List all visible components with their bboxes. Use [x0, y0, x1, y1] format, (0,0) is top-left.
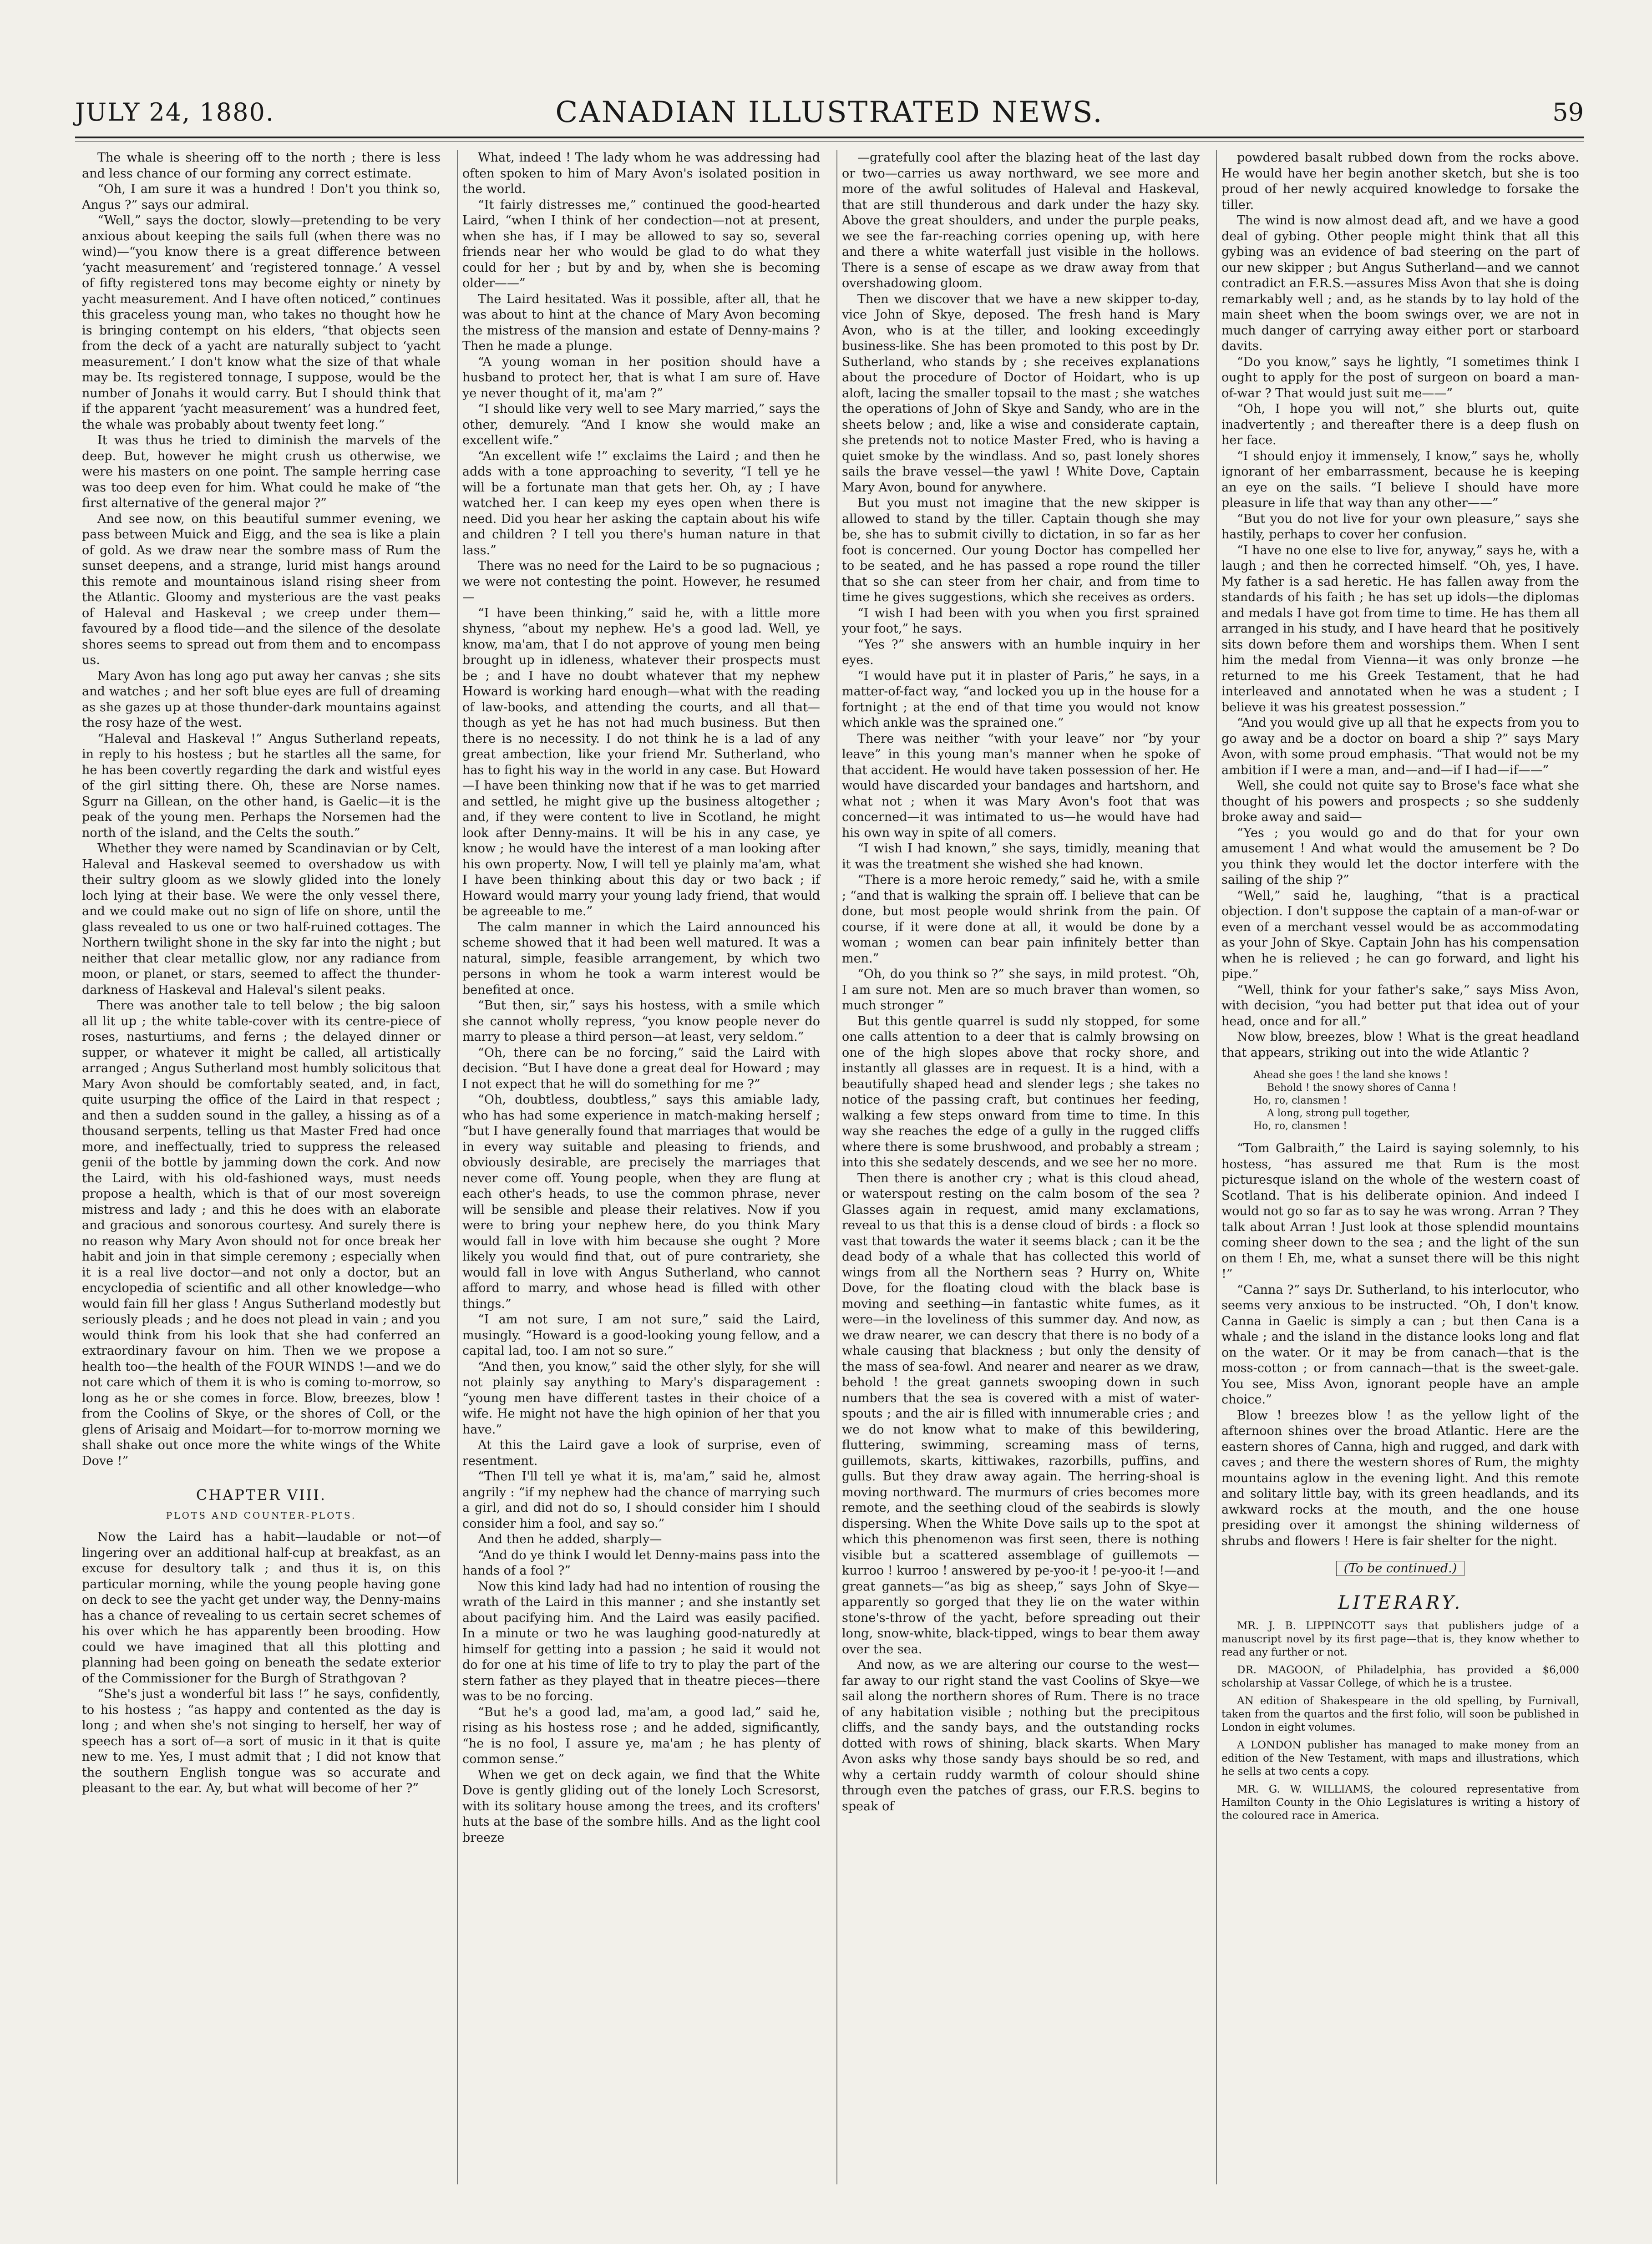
paragraph: “Yes ; you would go and do that for your own amusement ! And what would the amusement be ? Do you think they would let the doctor interfere with the sailing of the ship ?”: [1221, 826, 1579, 887]
to-be-continued: (To be continued.): [1221, 1561, 1579, 1577]
paragraph: It was thus he tried to diminish the marvels of the deep. But, however he might crush us otherwise, we were his masters on one point. The sample herring case was too deep even for him. What could he make of “the first alternative of the general major ?”: [82, 433, 441, 510]
paragraph: DR. MAGOON, of Philadelphia, has provided a $6,000 scholarship at Vassar College, of which he is a trustee.: [1221, 1664, 1579, 1689]
paragraph: “Oh, do you think so ?” she says, in mild protest. “Oh, I am sure not. Men are so much braver than women, so much stronger ”: [842, 967, 1200, 1013]
paragraph: “I would have put it in plaster of Paris,” he says, in a matter-of-fact way, “and locked you up in the house for a fortnight ; at the end of that time you would not know which ankle was the sprained one.”: [842, 669, 1200, 730]
paragraph: And now, as we are altering our course to the west—far away to our right stand the vast Coolins of Skye—we sail along the northern shores of Rum. There is no trace of any habitation visible ; nothing but the precipitous cliffs, and the sandy bays, and the outstanding rocks dotted with rows of shining, black skarts. When Mary Avon asks why those sandy bays should be so red, and why a certain ruddy warmth of colour should shine through even the patches of grass, our F.R.S. begins to speak of: [842, 1658, 1200, 1813]
column-4-paragraphs: [1221, 150, 1579, 1061]
verse-line: Ho, ro, clansmen !: [1253, 1120, 1347, 1132]
masthead: [75, 89, 1584, 143]
paragraph: “Well,” says the doctor, slowly—pretending to be very anxious about keeping the sails full (when there was no wind)—“you know there is a great difference between ‘yacht measurement’ and ‘registered tonnage.’ A vessel of fifty registered tons may become eighty or ninety by yacht measurement. And I have often noticed,” continues this graceless young man, who takes no thought how he is bringing contempt on his elders, “that objects seen from the deck of a yacht are naturally subject to ‘yacht measurement.’ I don't know what the size of that whale may be. Its registered tonnage, I suppose, would be the number of Jonahs it would carry. But I should think that if the apparent ‘yacht measurement’ was a hundred feet, the whale was probably about twenty feet long.”: [82, 213, 441, 432]
paragraph: Now blow, breezes, blow ! What is the great headland that appears, striking out into the wide Atlantic ?: [1221, 1030, 1579, 1060]
paragraph: The whale is sheering off to the north ; there is less and less chance of our forming any correct estimate.: [82, 151, 441, 181]
paragraph: Now this kind lady had had no intention of rousing the wrath of the Laird in this manner ; and she instantly set about pacifying him. And the Laird was easily pacified. In a minute or two he was laughing good-naturedly at himself for getting into a passion ; he said it would not do for one at his time of life to try to play the part of the stern father as they played that in theatre pieces—there was to be no forcing.: [462, 1579, 820, 1703]
issue-date: JULY 24, 1880.: [75, 98, 275, 127]
paragraph: A LONDON publisher has managed to make money from an edition of the New Testament, with maps and illustrations, which he sells at two cents a copy.: [1221, 1739, 1579, 1778]
paragraph: Mary Avon has long ago put away her canvas ; she sits and watches ; and her soft blue eyes are full of dreaming as she gazes up at those thunder-dark mountains against the rosy haze of the west.: [82, 669, 441, 730]
paragraph: Now the Laird has a habit—laudable or not—of lingering over an additional half-cup at breakfast, as an excuse for desultory talk ; and thus it is, on this particular morning, while the young people having gone on deck to see the yacht get under way, the Denny-mains has a chance of revealing to us certain secret schemes of his over which he has apparently been brooding. How could we have imagined that all this plotting and planning had been going on beneath the sedate exterior of the Commissioner for the Burgh of Strathgovan ?: [82, 1530, 441, 1686]
paragraph: “Oh, I hope you will not,” she blurts out, quite inadvertently ; and thereafter there is a deep flush on her face.: [1221, 402, 1579, 447]
paragraph: “I am not sure, I am not sure,” said the Laird, musingly. “Howard is a good-looking young fellow, and a capital lad, too. I am not so sure.”: [462, 1312, 820, 1358]
paragraph: The wind is now almost dead aft, and we have a good deal of gybing. Other people might think that all this gybing was an evidence of bad steering on the part of our new skipper ; but Angus Sutherland—and we cannot contradict an F.R.S.—assures Miss Avon that she is doing remarkably well ; and, as he stands by to lay hold of the main sheet when the boom swings over, we are not in much danger of carrying away either port or starboard davits.: [1221, 213, 1579, 353]
paragraph: When we get on deck again, we find that the White Dove is gently gliding out of the lonely Loch Scresorst, with its solitary house among the trees, and its crofters' huts at the base of the sombre hills. And as the light cool breeze: [462, 1768, 820, 1845]
paragraph: The Laird hesitated. Was it possible, after all, that he was about to hint at the chance of Mary Avon becoming the mistress of the mansion and estate of Denny-mains ? Then he made a plunge.: [462, 292, 820, 353]
paragraph: The calm manner in which the Laird announced his scheme showed that it had been well matured. It was a natural, simple, feasible arrangement, by which two persons in whom he took a warm interest would be benefited at once.: [462, 920, 820, 997]
verse-line: Ahead she goes ! the land she knows !: [1253, 1069, 1448, 1081]
paragraph: But this gentle quarrel is sudd nly stopped, for some one calls attention to a deer that is calmly browsing on one of the high slopes above that rocky shore, and instantly all glasses are in request. It is a hind, with a beautifully shaped head and slender legs ; she takes no notice of the passing craft, but continues her feeding, walking a few steps onward from time to time. In this way she reaches the edge of a gully in the rugged cliffs where there is some brushwood, and probably a stream ; into this she sedately descends, and we see her no more.: [842, 1014, 1200, 1170]
paragraph: At this the Laird gave a look of surprise, even of resentment.: [462, 1438, 820, 1468]
paragraph: “I have been thinking,” said he, with a little more shyness, “about my nephew. He's a good lad. Well, ye know, ma'am, that I do not approve of young men being brought up in idleness, whatever their prospects must be ; and I have no doubt whatever that my nephew Howard is working hard enough—what with the reading of law-books, and attending the courts, and all that—though as yet he has not had much business. But then there is no necessity. I do not think he is a lad of any great ambection, like your friend Mr. Sutherland, who has to fight his way in the world in any case. But Howard—I have been thinking now that if he was to get married and settled, he might give up the business altogether ; and, if they were content to live in Scotland, he might look after Denny-mains. It will be his in any case, ye know ; he would have the interest of a man looking after his own property. Now, I will tell ye plainly ma'am, what I have been thinking about this day or two back ; if Howard would marry your young lady friend, that would be agreeable to me.”: [462, 606, 820, 918]
paragraph: “I should like very well to see Mary married,” says the other, demurely. “And I know she would make an excellent wife.”: [462, 402, 820, 447]
paragraph: “A young woman in her position should have a husband to protect her, that is what I am sure of. Have ye never thought of it, ma'am ?”: [462, 355, 820, 400]
paragraph: There was neither “with your leave” nor “by your leave” in this young man's manner when he spoke of that accident. He would have taken possession of her. He would have discarded your bandages and hartshorn, and what not ; when it was Mary Avon's foot that was concerned—it was intimated to us—he would have had his own way in spite of all comers.: [842, 731, 1200, 840]
paragraph: MR. J. B. LIPPINCOTT says that publishers judge of a manuscript novel by its first page—that is, they know whether to read any further or not.: [1221, 1620, 1579, 1658]
paragraph: “Then I'll tell ye what it is, ma'am,” said he, almost angrily : “if my nephew had the chance of marrying such a girl, and did not do so, I should consider him I should consider him a fool, and say so.”: [462, 1469, 820, 1531]
paragraph: powdered basalt rubbed down from the rocks above. He would have her begin another sketch, but she is too proud of her newly acquired knowledge to forsake the tiller.: [1221, 151, 1579, 212]
paragraph: “Oh, doubtless, doubtless,” says this amiable lady, who has had some experience in match-making herself ; “but I have generally found that marriages that would be in every way suitable and pleasing to friends, and obviously desirable, are precisely the marriages that never come off. Young people, when they are flung at each other's heads, to use the common phrase, never will be sensible and please their relatives. Now if you were to bring your nephew here, do you think Mary would fall in love with him because she ought ? More likely you would find that, out of pure contrariety, she would fall in love with Angus Sutherland, who cannot afford to marry, and whose head is filled with other things.”: [462, 1093, 820, 1311]
paragraph: “I wish I had known,” she says, timidly, meaning that it was the treatment she wished she had known.: [842, 841, 1200, 871]
paragraph: But you must not imagine that the new skipper is allowed to stand by the tiller. Captain though she may be, she has to submit civilly to dictation, in so far as her foot is concerned. Our young Doctor has compelled her to be seated, and he has passed a rope round the tiller that so she can steer from her chair, and from time to time he gives suggestions, which she receives as orders.: [842, 496, 1200, 604]
paragraph: There was another tale to tell below ; the big saloon all lit up ; the white table-cover with its centre-piece of roses, nasturtiums, and ferns ; the delayed dinner or supper, or whatever it might be called, all artistically arranged ; Angus Sutherland most humbly solicitous that Mary Avon should be comfortably seated, and, in fact, quite usurping the office of the Laird in that respect ; and then a sudden sound in the galley, a hissing as of a thousand serpents, telling us that Master Fred had once more, and ineffectually, tried to suppress the released genii of the bottle by jamming down the cork. And now the Laird, with his old-fashioned ways, must needs propose a health, which is that of our most sovereign mistress and lady ; and this he does with an elaborate and gracious and sonorous courtesy. And surely there is no reason why Mary Avon should not for once break her habit and join in that simple ceremony ; especially when it is a real live doctor—and not only a doctor, but an encyclopedia of scientific and all other knowledge—who would fain fill her glass ! Angus Sutherland modestly but seriously pleads ; and he does not plead in vain ; and you would think from his look that she had conferred an extraordinary favour on him. Then we we propose a health too—the health of the FOUR WINDS !—and we do not care which of them it is who is coming to-morrow, so long as he or she comes in force. Blow, breezes, blow ! from the Coolins of Skye, or the shores of Coll, or the glens of Arisaig and Moidart—for to-morrow morning we shall shake out once more the white wings of the White Dove !”: [82, 998, 441, 1468]
chapter-title: CHAPTER VIII.: [196, 1486, 327, 1504]
paragraph: There was no need for the Laird to be so pugnacious ; we were not contesting the point. However, he resumed—: [462, 559, 820, 604]
paragraph: And then he added, sharply—: [478, 1532, 662, 1546]
paragraph: “I have no one else to live for, anyway,” says he, with a laugh ; and then he corrected himself. “Oh, yes, I have. My father is a sad heretic. He has fallen away from the standards of his faith ; he has set up idols—the diplomas and medals I have got from time to time. He has them all arranged in his study, and I have heard that he positively sits down before them and worships them. When I sent him the medal from Vienna—it was only bronze —he returned to me his Greek Testament, that he had interleaved and annotated when he was a student ; I believe it was his greatest possession.”: [1221, 543, 1579, 714]
column-1: [77, 150, 445, 2184]
paragraph: “Well, think for your father's sake,” says Miss Avon, with decision, “you had better put that idea out of your head, once and for all.”: [1221, 983, 1579, 1028]
verse-line: A long, strong pull together,: [1267, 1108, 1410, 1119]
paragraph: Whether they were named by Scandinavian or by Celt, Haleval and Haskeval seemed to overshadow us with their sultry gloom as we slowly glided into the lonely loch lying at their base. We were the only vessel there, and we could make out no sign of life on shore, until the glass revealed to us one or two half-ruined cottages. The Northern twilight shone in the sky far into the night ; but neither that clear metallic glow, nor any radiance from moon, or planet, or stars, seemed to affect the thunder-darkness of Haskeval and Haleval's silent peaks.: [82, 841, 441, 997]
paragraph: “Yes ?” she answers with an humble inquiry in her eyes.: [842, 637, 1200, 667]
paragraph: “Haleval and Haskeval !” Angus Sutherland repeats, in reply to his hostess ; but he startles all the same, for he has been covertly regarding the dark and wistful eyes of the girl sitting there. Oh, these are Norse names. Sgurr na Gillean, on the other hand, is Gaelic—it is the peak of the young men. Perhaps the Norsemen had the north of the island, and the Celts the south.”: [82, 731, 441, 840]
paragraph: MR. G. W. WILLIAMS, the coloured representative from Hamilton County in the Ohio Legislatures is writing a history of the coloured race in America.: [1221, 1783, 1579, 1822]
paragraph: “But you do not live for your own pleasure,” says she hastily, perhaps to cover her confusion.: [1221, 512, 1579, 542]
paragraph: “It fairly distresses me,” continued the good-hearted Laird, “when I think of her condection—not at present, when she has, if I may be allowed to say so, several friends near her who would be glad to do what they could for her ; but by and by, when she is becoming older——”: [462, 198, 820, 290]
paragraph: “And you would give up all that he expects from you to go away and be a doctor on board a ship ?” says Mary Avon, with some proud emphasis. “That would not be my ambition if I were a man, and—and—if I had—if——”: [1221, 716, 1579, 777]
paragraph: “But then, sir,” says his hostess, with a smile which she cannot wholly repress, “you know people never do marry to please a third person—at least, very seldom.”: [462, 998, 820, 1044]
verse: [1253, 1069, 1579, 1133]
paragraph: What, indeed ! The lady whom he was addressing had often spoken to him of Mary Avon's isolated position in the world.: [462, 151, 820, 196]
paragraph: —gratefully cool after the blazing heat of the last day or two—carries us away northward, we see more and more of the awful solitudes of Haleval and Haskeval, that are still thunderous and dark under the hazy sky. Above the great shoulders, and under the purple peaks, we see the far-reaching corries opening up, with here and there a white waterfall just visible in the hollows. There is a sense of escape as we draw away from that overshadowing gloom.: [842, 151, 1200, 290]
newspaper-title: CANADIAN ILLUSTRATED NEWS.: [555, 96, 1104, 129]
paragraph: “Canna ?” says Dr. Sutherland, to his interlocutor, who seems very anxious to be instructed. “Oh, I don't know. Canna in Gaelic is simply a can ; but then Cana is a whale ; and the island in the distance looks long and flat on the water. Or it may be from canach—that is the moss-cotton ; or from cannach—that is the sweet-gale. You see, Miss Avon, ignorant people have an ample choice.”: [1221, 1282, 1579, 1407]
literary-heading: LITERARY.: [1338, 1592, 1463, 1613]
column-1-paragraphs: [82, 150, 441, 1469]
masthead-rule-thin: [75, 141, 1584, 142]
column-4-paragraphs-2: [1221, 1141, 1579, 1549]
paragraph: Well, she could not quite say to Brose's face what she thought of his powers and prospects ; so she suddenly broke away and said—: [1221, 779, 1579, 824]
masthead-rule: [75, 137, 1584, 138]
column-2: [457, 150, 825, 2184]
paragraph: Then we discover that we have a new skipper to-day, vice John of Skye, deposed. The fresh hand is Mary Avon, who is at the tiller, and looking exceedingly business-like. She has been promoted to this post by Dr. Sutherland, who stands by ; she receives explanations about the procedure of Doctor of Hoidart, who is up aloft, lacing the smaller topsail to the mast ; she watches the operations of John of Skye and Sandy, who are in the sheets below ; and, like a wise and considerate captain, she pretends not to notice Master Fred, who is having a quiet smoke by the windlass. And so, past lonely shores sails the brave vessel—the yawl ! White Dove, Captain Mary Avon, bound for anywhere.: [842, 292, 1200, 495]
paragraph: “Tom Galbraith,” the Laird is saying solemnly, to his hostess, “has assured me that Rum is the most picturesque island on the whole of the western coast of Scotland. That is his deliberate opinion. And indeed I would not go so far as to say he was wrong. Arran ? They talk about Arran ! Just look at those splendid mountains coming sheer down to the sea ; and the light of the sun on them ! Eh, me, what a sunset there will be this night !”: [1221, 1141, 1579, 1281]
paragraph: “An excellent wife !” exclaims the Laird ; and then he adds with a tone approaching to severity, “I tell ye he will be a fortunate man that gets her. Oh, ay ; I have watched her. I can keep my eyes open when there is need. Did you hear her asking the captain about his wife and children ? I tell you there's human nature in that lass.”: [462, 449, 820, 557]
verse-line: Behold ! the snowy shores of Canna !: [1267, 1082, 1457, 1094]
paragraph: “Oh, there can be no forcing,” said the Laird with decision. “But I have done a great deal for Howard ; may I not expect that he will do something for me ?”: [462, 1045, 820, 1091]
page-number: 59: [1552, 98, 1584, 127]
column-3: [836, 150, 1204, 2184]
article-columns: [77, 150, 1584, 2184]
paragraph: Then there is another cry ; what is this cloud ahead, or waterspout resting on the calm bosom of the sea ? Glasses again in request, amid many exclamations, reveal to us that this is a dense cloud of birds : a flock so vast that towards the water it seems black ; can it be the dead body of a whale that has collected this world of wings from all the Northern seas ? Hurry on, White Dove, for the floating cloud with the black base is moving and seething—in fantastic white fumes, as it were—in the loveliness of this summer day. And now, as we draw nearer, we can descry that there is no body of a whale causing that blackness ; but only the density of the mass of sea-fowl. And nearer and nearer as we draw, behold ! the great gannets swooping down in such numbers that the sea is covered with a mist of water-spouts ; and the air is filled with innumerable cries ; and we do not know what to make of this bewildering, fluttering, swimming, screaming mass of terns, guillemots, skarts, kittiwakes, razorbills, puffins, and gulls. But they draw away again. The herring-shoal is moving northward. The murmurs of cries becomes more remote, and the seething cloud of the seabirds is slowly dispersing. When the White Dove sails up to the spot at which this phenomenon was first seen, there is nothing visible but a scattered assemblage of guillemots —kurroo ! kurroo ! answered by pe-yoo-it ! pe-yoo-it !—and great gannets—“as big as sheep,” says John of Skye—apparently so gorged that they lie on the water within stone's-throw of the yacht, before spreading out their long, snow-white, black-tipped, wings to bear them away over the sea.: [842, 1171, 1200, 1656]
paragraph: And see now, on this beautiful summer evening, we pass between Muick and Eigg, and the sea is like a plain of gold. As we draw near the sombre mass of Rum the sunset deepens, and a strange, lurid mist hangs around this remote and mountainous island rising sheer from the Atlantic. Gloomy and mysterious are the vast peaks of Haleval and Haskeval ; we creep under them—favoured by a flood tide—and the silence of the desolate shores seems to spread out from them and to encompass us.: [82, 512, 441, 667]
paragraph: “Do you know,” says he lightly, “I sometimes think I ought to apply for the post of surgeon on board a man-of-war ? That would just suit me——”: [1221, 355, 1579, 400]
column-4: [1216, 150, 1584, 2184]
column-2-paragraphs: [462, 150, 820, 1846]
literary-notes: [1221, 1620, 1579, 1823]
paragraph: “And then, you know,” said the other slyly, for she will not plainly say anything to Mary's disparagement : “young men have different tastes in their choice of a wife. He might not have the high opinion of her that you have.”: [462, 1359, 820, 1437]
paragraph: “But he's a good lad, ma'am, a good lad,” said he, rising as his hostess rose ; and he added, significantly, “he is no fool, I assure ye, ma'am ; he has plenty of common sense.”: [462, 1705, 820, 1766]
column-3-paragraphs: [842, 150, 1200, 1814]
paragraph: Blow ! breezes blow ! as the yellow light of the afternoon shines over the broad Atlantic. Here are the eastern shores of Canna, high and rugged, and dark with caves ; and there the western shores of Rum, the mighty mountains aglow in the evening light. And this remote and solitary little bay, with its green headlands, and its awkward rocks at the mouth, and the one house presiding over it amongst the shining wilderness of shrubs and flowers ! Here is fair shelter for the night.: [1221, 1408, 1579, 1548]
paragraph: “Well,” said he, laughing, “that is a practical objection. I don't suppose the captain of a man-of-war or even of a merchant vessel would be as accommodating as your John of Skye. Captain John has his compensation when he is relieved ; he can go forward, and light his pipe.”: [1221, 888, 1579, 981]
paragraph: “There is a more heroic remedy,” said he, with a smile ; “and that is walking the sprain off. I believe that can be done, but most people would shrink from the pain. Of course, if it were done at all, it would be done by a woman ; women can bear pain infinitely better than men.”: [842, 873, 1200, 966]
paragraph: “I wish I had been with you when you first sprained your foot,” he says.: [842, 606, 1200, 636]
verse-line: Ho, ro, clansmen !: [1253, 1095, 1347, 1106]
paragraph: “She's just a wonderful bit lass !” he says, confidently, to his hostess ; “as happy and contented as the day is long ; and when she's not singing to herself, her way of speech has a sort of—a sort of music in it that is quite new to me. Yes, I must admit that ; I did not know that the southern English tongue was so accurate and pleasant to the ear. Ay, but what will become of her ?”: [82, 1687, 441, 1795]
chapter-subtitle: PLOTS AND COUNTER-PLOTS.: [166, 1510, 357, 1521]
paragraph: “Oh, I am sure it was a hundred ! Don't you think so, Angus ?” says our admiral.: [82, 182, 441, 212]
paragraph: “And do ye think I would let Denny-mains pass into the hands of a fool ?”: [462, 1548, 820, 1578]
column-1-paragraphs-2: [82, 1530, 441, 1797]
paragraph: “I should enjoy it immensely, I know,” says he, wholly ignorant of her embarrassment, because he is keeping an eye on the sails. “I believe I should have more pleasure in life that way than any other——”: [1221, 449, 1579, 510]
paragraph: AN edition of Shakespeare in the old spelling, by Furnivall, taken from the quartos and the first folio, will soon be published in London in eight volumes.: [1221, 1695, 1579, 1733]
